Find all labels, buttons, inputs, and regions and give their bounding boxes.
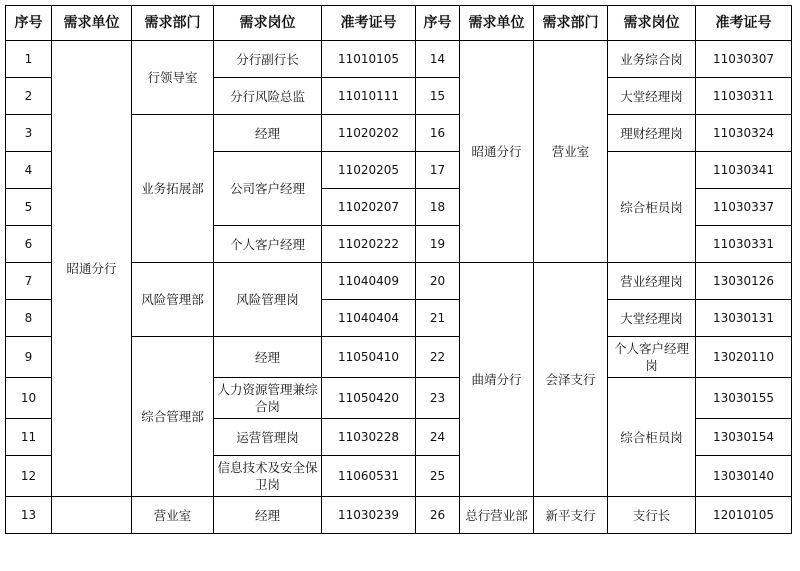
seq-cell: 21 xyxy=(416,300,460,337)
post-cell: 理财经理岗 xyxy=(608,115,696,152)
header-dept: 需求部门 xyxy=(132,6,214,41)
unit-cell: 昭通分行 xyxy=(460,41,534,263)
exam-cell: 11030324 xyxy=(696,115,792,152)
seq-cell: 3 xyxy=(6,115,52,152)
exam-cell: 11010105 xyxy=(322,41,416,78)
dept-cell: 新平支行 xyxy=(534,497,608,534)
exam-cell: 13030126 xyxy=(696,263,792,300)
header-row xyxy=(6,6,792,41)
seq-cell: 10 xyxy=(6,378,52,419)
seq-cell: 6 xyxy=(6,226,52,263)
exam-cell: 11020202 xyxy=(322,115,416,152)
exam-cell: 13020110 xyxy=(696,337,792,378)
seq-cell: 25 xyxy=(416,456,460,497)
unit-cell: 昭通分行 xyxy=(52,41,132,497)
recruitment-table-sheet xyxy=(5,5,792,534)
post-cell: 经理 xyxy=(214,497,322,534)
header-seq-right: 序号 xyxy=(416,6,460,41)
post-cell: 经理 xyxy=(214,115,322,152)
seq-cell: 4 xyxy=(6,152,52,189)
table-row xyxy=(6,41,792,78)
post-cell: 公司客户经理 xyxy=(214,152,322,226)
dept-cell: 营业室 xyxy=(534,41,608,263)
seq-cell: 14 xyxy=(416,41,460,78)
dept-cell: 行领导室 xyxy=(132,41,214,115)
post-cell: 综合柜员岗 xyxy=(608,152,696,263)
seq-cell: 15 xyxy=(416,78,460,115)
header-exam: 准考证号 xyxy=(322,6,416,41)
post-cell: 人力资源管理兼综合岗 xyxy=(214,378,322,419)
seq-cell: 8 xyxy=(6,300,52,337)
exam-cell: 13030140 xyxy=(696,456,792,497)
seq-cell: 12 xyxy=(6,456,52,497)
exam-cell: 11030239 xyxy=(322,497,416,534)
post-cell: 大堂经理岗 xyxy=(608,300,696,337)
recruitment-table xyxy=(5,5,792,534)
exam-cell: 11050420 xyxy=(322,378,416,419)
seq-cell: 13 xyxy=(6,497,52,534)
post-cell: 风险管理岗 xyxy=(214,263,322,337)
seq-cell: 5 xyxy=(6,189,52,226)
exam-cell: 11020205 xyxy=(322,152,416,189)
seq-cell: 1 xyxy=(6,41,52,78)
dept-cell: 营业室 xyxy=(132,497,214,534)
seq-cell: 19 xyxy=(416,226,460,263)
header-dept-right: 需求部门 xyxy=(534,6,608,41)
post-cell: 运营管理岗 xyxy=(214,419,322,456)
exam-cell: 11030337 xyxy=(696,189,792,226)
seq-cell: 9 xyxy=(6,337,52,378)
post-cell: 综合柜员岗 xyxy=(608,378,696,497)
seq-cell: 18 xyxy=(416,189,460,226)
header-seq: 序号 xyxy=(6,6,52,41)
unit-cell: 曲靖分行 xyxy=(460,263,534,497)
exam-cell: 11020222 xyxy=(322,226,416,263)
post-cell: 业务综合岗 xyxy=(608,41,696,78)
seq-cell: 7 xyxy=(6,263,52,300)
unit-cell: 总行营业部 xyxy=(460,497,534,534)
post-cell: 经理 xyxy=(214,337,322,378)
dept-cell: 综合管理部 xyxy=(132,337,214,497)
post-cell: 营业经理岗 xyxy=(608,263,696,300)
exam-cell: 13030154 xyxy=(696,419,792,456)
exam-cell: 11030307 xyxy=(696,41,792,78)
dept-cell: 业务拓展部 xyxy=(132,115,214,263)
exam-cell: 12010105 xyxy=(696,497,792,534)
exam-cell: 11030311 xyxy=(696,78,792,115)
header-exam-right: 准考证号 xyxy=(696,6,792,41)
exam-cell: 11020207 xyxy=(322,189,416,226)
header-post: 需求岗位 xyxy=(214,6,322,41)
exam-cell: 11050410 xyxy=(322,337,416,378)
post-cell: 个人客户经理 xyxy=(214,226,322,263)
post-cell: 信息技术及安全保卫岗 xyxy=(214,456,322,497)
exam-cell: 11030228 xyxy=(322,419,416,456)
exam-cell: 11010111 xyxy=(322,78,416,115)
seq-cell: 24 xyxy=(416,419,460,456)
dept-cell: 风险管理部 xyxy=(132,263,214,337)
post-cell: 分行副行长 xyxy=(214,41,322,78)
post-cell: 支行长 xyxy=(608,497,696,534)
post-cell: 大堂经理岗 xyxy=(608,78,696,115)
dept-cell: 会泽支行 xyxy=(534,263,608,497)
header-post-right: 需求岗位 xyxy=(608,6,696,41)
seq-cell: 22 xyxy=(416,337,460,378)
exam-cell: 11040404 xyxy=(322,300,416,337)
exam-cell: 13030155 xyxy=(696,378,792,419)
seq-cell: 2 xyxy=(6,78,52,115)
post-cell: 个人客户经理岗 xyxy=(608,337,696,378)
seq-cell: 26 xyxy=(416,497,460,534)
seq-cell: 17 xyxy=(416,152,460,189)
seq-cell: 23 xyxy=(416,378,460,419)
seq-cell: 20 xyxy=(416,263,460,300)
seq-cell: 11 xyxy=(6,419,52,456)
table-row xyxy=(6,497,792,534)
exam-cell: 11030341 xyxy=(696,152,792,189)
exam-cell: 11040409 xyxy=(322,263,416,300)
seq-cell: 16 xyxy=(416,115,460,152)
exam-cell: 11060531 xyxy=(322,456,416,497)
exam-cell: 13030131 xyxy=(696,300,792,337)
header-unit-right: 需求单位 xyxy=(460,6,534,41)
post-cell: 分行风险总监 xyxy=(214,78,322,115)
unit-cell-empty xyxy=(52,497,132,534)
header-unit: 需求单位 xyxy=(52,6,132,41)
exam-cell: 11030331 xyxy=(696,226,792,263)
